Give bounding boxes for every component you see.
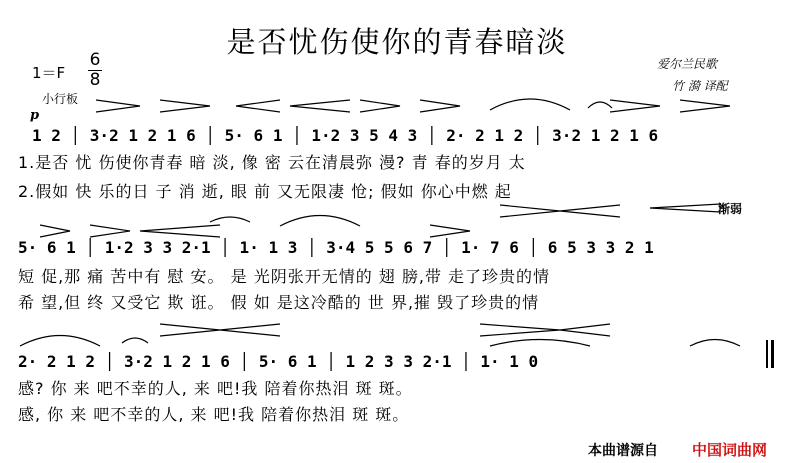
footer-site-link[interactable]: 中国词曲网 [692, 441, 768, 459]
lyric-verse-1: 1.是否 忧 伤使你青春 暗 淡, 像 密 云在清晨弥 漫? 青 春的岁月 太 [18, 153, 526, 172]
notes-line: 2· 2 1 2 │ 3·2 1 2 1 6 │ 5· 6 1 │ 1 2 3 3 2·1 │ 1· 1 0 [18, 352, 539, 371]
page-title: 是否忧伤使你的青春暗淡 [226, 25, 568, 59]
dynamic-piano: p [30, 108, 40, 123]
lyric-verse-1: 短 促,那 痛 苦中有 慰 安。 是 光阴张开无情的 翅 膀,带 走了珍贵的情 [18, 267, 551, 286]
tempo-marking: 小行板 [42, 92, 79, 106]
credit-arranger: 竹 漪 译配 [672, 79, 728, 93]
credit-origin: 爱尔兰民歌 [657, 57, 718, 71]
lyric-verse-1: 感? 你 来 吧不幸的人, 来 吧!我 陪着你热泪 斑 斑。 [18, 379, 413, 398]
time-signature-numerator: 6 [89, 50, 101, 70]
lyric-verse-2: 感, 你 来 吧不幸的人, 来 吧!我 陪着你热泪 斑 斑。 [18, 405, 410, 424]
dynamic-diminuendo: 渐弱 [718, 202, 743, 216]
key-signature: 1＝F [32, 64, 66, 82]
lyric-verse-2: 2.假如 快 乐的日 子 消 逝, 眼 前 又无限凄 怆; 假如 你心中燃 起 [18, 182, 512, 201]
lyric-verse-2: 希 望,但 终 又受它 欺 诳。 假 如 是这冷酷的 世 界,摧 毁了珍贵的情 [18, 293, 540, 312]
notes-line: 5· 6 1 │ 1·2 3 3 2·1 │ 1· 1 3 │ 3·4 5 5 6 7 │ 1· 7 6 │ 6 5 3 3 2 1 [18, 238, 654, 257]
time-signature-denominator: 8 [89, 70, 101, 90]
footer-source-label: 本曲谱源自 [588, 443, 658, 459]
notes-line: 1 2 │ 3·2 1 2 1 6 │ 5· 6 1 │ 1·2 3 5 4 3 │ 2· 2 1 2 │ 3·2 1 2 1 6 [32, 126, 659, 145]
